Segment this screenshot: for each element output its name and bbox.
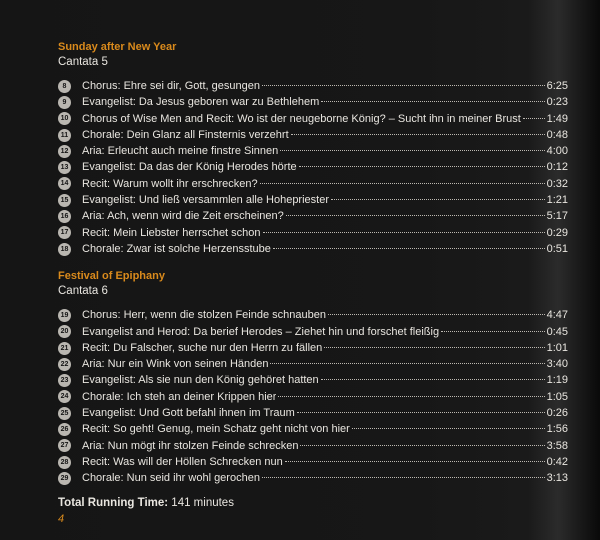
track-duration: 0:32 (546, 177, 568, 190)
dot-leader (262, 477, 545, 478)
dot-leader (299, 166, 545, 167)
track-number-badge: 14 (58, 177, 71, 190)
track-title: Chorale: Dein Glanz all Finsternis verzehrt (82, 128, 289, 141)
track-duration: 1:05 (546, 390, 568, 403)
dot-leader (262, 85, 545, 86)
track-number-badge: 17 (58, 226, 71, 239)
track-title: Chorale: Nun seid ihr wohl gerochen (82, 472, 260, 485)
track-title: Aria: Nur ein Wink von seinen Händen (82, 358, 269, 371)
dot-leader (270, 363, 544, 364)
total-label: Total Running Time: (58, 497, 169, 509)
track-row (58, 454, 568, 470)
track-number-badge: 24 (58, 390, 71, 403)
track-row (58, 356, 568, 372)
track-number-badge: 15 (58, 194, 71, 207)
track-duration: 1:01 (546, 341, 568, 354)
track-number-badge: 16 (58, 210, 71, 223)
track-title: Chorale: Zwar ist solche Herzensstube (82, 242, 271, 255)
track-duration: 3:13 (546, 472, 568, 485)
track-row (58, 225, 568, 241)
track-number-badge: 22 (58, 358, 71, 371)
track-number-badge: 26 (58, 423, 71, 436)
track-number-badge: 21 (58, 342, 71, 355)
dot-leader (300, 445, 544, 446)
track-title: Aria: Ach, wenn wird die Zeit erscheinen? (82, 210, 284, 223)
section-title: Festival of Epiphany (58, 270, 165, 283)
track-title: Recit: Du Falscher, suche nur den Herrn zu fällen (82, 341, 323, 354)
track-duration: 3:58 (546, 439, 568, 452)
track-number-badge: 9 (58, 96, 71, 109)
dot-leader (273, 248, 545, 249)
track-duration: 1:49 (546, 112, 568, 125)
track-title: Evangelist: Und Gott befahl ihnen im Traum (82, 407, 295, 420)
track-row (58, 192, 568, 208)
dot-leader (441, 331, 544, 332)
track-duration: 0:12 (546, 161, 568, 174)
track-title: Evangelist and Herod: Da berief Herodes – Ziehet hin und forschet fleißig (82, 325, 440, 338)
track-title: Evangelist: Da Jesus geboren war zu Bethlehem (82, 96, 320, 109)
track-row (58, 111, 568, 127)
total-running-time (58, 496, 234, 511)
track-title: Recit: Was will der Höllen Schrecken nun (82, 455, 283, 468)
track-number-badge: 18 (58, 243, 71, 256)
track-list (58, 78, 568, 257)
track-row (58, 324, 568, 340)
track-number-badge: 10 (58, 112, 71, 125)
dot-leader (321, 379, 545, 380)
track-duration: 1:56 (546, 423, 568, 436)
track-title: Aria: Erleucht auch meine finstre Sinnen (82, 145, 279, 158)
track-duration: 0:23 (546, 96, 568, 109)
dot-leader (324, 347, 544, 348)
track-number-badge: 20 (58, 325, 71, 338)
track-title: Chorus of Wise Men and Recit: Wo ist der neugeborne König? – Sucht ihn in meiner Brust (82, 112, 521, 125)
track-duration: 0:29 (546, 226, 568, 239)
dot-leader (286, 215, 545, 216)
dot-leader (280, 150, 544, 151)
total-value: 141 minutes (171, 497, 234, 509)
track-title: Recit: Warum wollt ihr erschrecken? (82, 177, 258, 190)
track-number-badge: 23 (58, 374, 71, 387)
track-duration: 0:45 (546, 325, 568, 338)
track-row (58, 421, 568, 437)
track-duration: 0:51 (546, 242, 568, 255)
track-title: Evangelist: Und ließ versammlen alle Hohepriester (82, 194, 329, 207)
dot-leader (328, 314, 545, 315)
track-row (58, 241, 568, 257)
track-number-badge: 27 (58, 439, 71, 452)
dot-leader (331, 199, 545, 200)
track-number-badge: 8 (58, 80, 71, 93)
dot-leader (321, 101, 544, 102)
dot-leader (285, 461, 545, 462)
track-duration: 4:47 (546, 309, 568, 322)
track-number-badge: 13 (58, 161, 71, 174)
track-row (58, 372, 568, 388)
dot-leader (260, 183, 545, 184)
section-festival-of-epiphany (58, 269, 568, 486)
track-title: Evangelist: Als sie nun den König gehöret hatten (82, 374, 319, 387)
dot-leader (278, 396, 544, 397)
dot-leader (263, 232, 545, 233)
cantata-label: Cantata 6 (58, 285, 108, 298)
track-duration: 1:21 (546, 194, 568, 207)
tracklist (58, 40, 568, 487)
page-number: 4 (58, 513, 65, 525)
track-title: Evangelist: Da das der König Herodes hörte (82, 161, 297, 174)
track-number-badge: 11 (58, 129, 71, 142)
section-sunday-after-new-year (58, 40, 568, 257)
track-row (58, 389, 568, 405)
track-title: Chorale: Ich steh an deiner Krippen hier (82, 390, 277, 403)
track-number-badge: 28 (58, 456, 71, 469)
track-number-badge: 25 (58, 407, 71, 420)
dot-leader (352, 428, 545, 429)
track-duration: 0:26 (546, 407, 568, 420)
track-duration: 1:19 (546, 374, 568, 387)
dot-leader (523, 118, 545, 119)
track-number-badge: 29 (58, 472, 71, 485)
track-duration: 0:48 (546, 128, 568, 141)
track-duration: 5:17 (546, 210, 568, 223)
track-title: Chorus: Herr, wenn die stolzen Feinde schnauben (82, 309, 326, 322)
track-duration: 3:40 (546, 358, 568, 371)
track-row (58, 307, 568, 323)
track-duration: 0:42 (546, 455, 568, 468)
track-list (58, 307, 568, 486)
track-number-badge: 12 (58, 145, 71, 158)
track-row (58, 127, 568, 143)
track-title: Recit: So geht! Genug, mein Schatz geht nicht von hier (82, 423, 350, 436)
track-row (58, 143, 568, 159)
track-title: Aria: Nun mögt ihr stolzen Feinde schrecken (82, 439, 299, 452)
track-row (58, 94, 568, 110)
track-row (58, 470, 568, 486)
track-row (58, 405, 568, 421)
section-title: Sunday after New Year (58, 41, 177, 53)
track-row (58, 176, 568, 192)
track-row (58, 208, 568, 224)
dot-leader (291, 134, 545, 135)
cantata-label: Cantata 5 (58, 56, 108, 68)
track-duration: 4:00 (546, 145, 568, 158)
track-title: Chorus: Ehre sei dir, Gott, gesungen (82, 80, 260, 92)
track-title: Recit: Mein Liebster herrschet schon (82, 226, 261, 239)
track-row (58, 340, 568, 356)
track-row (58, 78, 568, 94)
section-gap (58, 257, 568, 269)
track-row (58, 159, 568, 175)
track-duration: 6:25 (546, 80, 568, 92)
track-row (58, 438, 568, 454)
dot-leader (297, 412, 545, 413)
track-number-badge: 19 (58, 309, 71, 322)
